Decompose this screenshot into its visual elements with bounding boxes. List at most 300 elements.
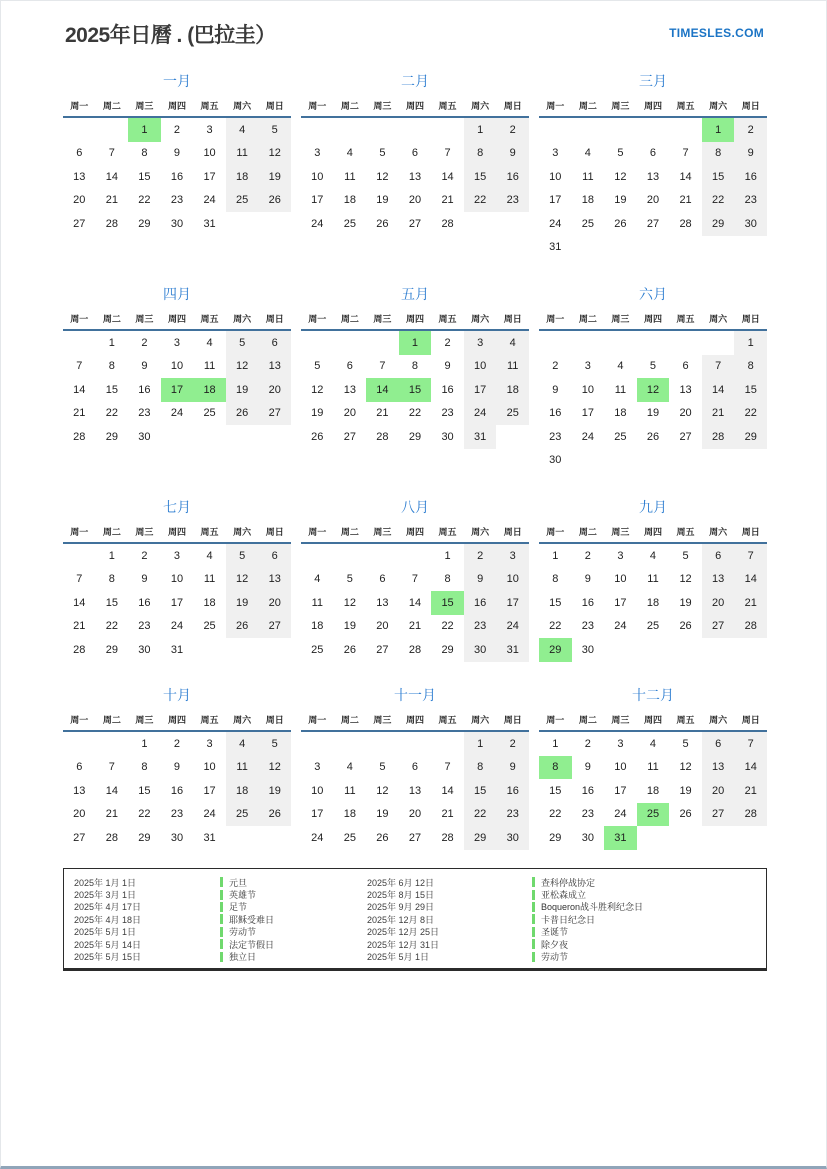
day-cell: 15 <box>105 383 118 396</box>
day-cell: 31 <box>549 241 562 254</box>
day-cell: 25 <box>496 402 529 426</box>
empty-day-cell <box>63 118 96 142</box>
day-cell: 19 <box>646 407 660 420</box>
day-cell: 1 <box>128 118 161 142</box>
day-cell: 11 <box>496 355 529 379</box>
holiday-entry <box>532 900 643 913</box>
day-cell: 16 <box>464 591 497 615</box>
day-cell: 10 <box>464 355 497 379</box>
day-cell: 15 <box>431 591 464 615</box>
day-cell: 5 <box>226 331 259 355</box>
empty-day-cell <box>301 118 334 142</box>
holiday-marker <box>220 914 223 924</box>
day-cell: 29 <box>408 430 422 443</box>
day-cell: 14 <box>408 596 422 609</box>
day-cell: 14 <box>366 378 399 402</box>
legend-row <box>367 876 760 888</box>
holiday-entry <box>220 913 274 926</box>
day-cell: 3 <box>496 544 529 568</box>
day-cell: 30 <box>581 831 594 844</box>
day-cell: 7 <box>76 360 83 373</box>
weekday-label: 周六 <box>233 101 252 111</box>
holiday-date: 2025年 12月 25日 <box>367 927 440 938</box>
day-cell: 29 <box>549 831 562 844</box>
day-cell: 2 <box>141 336 148 349</box>
holiday-date: 2025年 5月 1日 <box>367 952 430 963</box>
day-cell: 14 <box>441 170 454 183</box>
weekday-label: 周日 <box>265 715 284 725</box>
weekday-label: 周六 <box>471 715 490 725</box>
legend-row <box>367 913 760 925</box>
day-cell: 12 <box>258 756 291 780</box>
day-cell: 28 <box>105 217 118 230</box>
day-cell: 1 <box>734 331 767 355</box>
day-cell: 13 <box>376 596 389 609</box>
day-cell: 26 <box>258 189 291 213</box>
holiday-name: Boqueron战斗胜利纪念日 <box>541 902 644 913</box>
weekday-label: 周五 <box>200 314 219 324</box>
month-title: 十二月 <box>632 687 674 703</box>
weekday-label: 周一 <box>308 101 327 111</box>
day-cell: 20 <box>73 808 86 821</box>
empty-day-cell <box>334 118 367 142</box>
day-cell: 15 <box>549 784 562 797</box>
weekday-label: 周二 <box>578 101 597 111</box>
day-cell: 14 <box>734 568 767 592</box>
day-cell: 28 <box>408 643 422 656</box>
day-cell: 18 <box>614 407 627 420</box>
day-cell: 6 <box>258 331 291 355</box>
day-cell: 19 <box>226 378 259 402</box>
day-cell: 11 <box>582 170 594 183</box>
day-cell: 19 <box>614 194 627 207</box>
day-cell: 4 <box>346 761 353 774</box>
month-3 <box>539 71 767 284</box>
day-cell: 22 <box>138 194 151 207</box>
weekday-label: 周日 <box>741 101 760 111</box>
holiday-date: 2025年 12月 31日 <box>367 939 440 950</box>
day-cell: 18 <box>226 779 259 803</box>
day-cell: 3 <box>464 331 497 355</box>
page-title: 2025年日曆 . (巴拉圭） <box>65 24 276 47</box>
weekday-label: 周五 <box>200 101 219 111</box>
weekday-header-row <box>539 100 767 118</box>
day-cell: 31 <box>464 425 497 449</box>
day-cell: 10 <box>311 784 324 797</box>
day-cell: 1 <box>552 549 559 562</box>
day-cell: 13 <box>679 383 692 396</box>
day-cell: 8 <box>141 147 148 160</box>
day-cell: 21 <box>376 407 389 420</box>
day-cell: 30 <box>138 430 151 443</box>
day-cell: 8 <box>464 756 497 780</box>
weekday-label: 周六 <box>471 527 490 537</box>
month-4 <box>63 284 291 497</box>
day-cell: 12 <box>637 378 670 402</box>
empty-day-cell <box>572 118 605 142</box>
empty-day-cell <box>431 118 464 142</box>
weekday-label: 周日 <box>265 527 284 537</box>
day-cell: 28 <box>441 831 454 844</box>
day-cell: 2 <box>444 336 451 349</box>
month-title: 三月 <box>639 73 667 89</box>
holiday-entry <box>220 900 247 913</box>
weekday-header-row <box>301 526 529 544</box>
day-cell: 5 <box>682 737 689 750</box>
day-cell: 5 <box>379 147 386 160</box>
day-cell: 8 <box>108 360 115 373</box>
day-cell: 25 <box>343 217 356 230</box>
month-title: 十月 <box>163 687 191 703</box>
day-cell: 24 <box>581 430 594 443</box>
day-cell: 16 <box>138 596 151 609</box>
day-cell: 1 <box>552 737 559 750</box>
day-cell: 10 <box>496 568 529 592</box>
day-cell: 5 <box>314 360 321 373</box>
holiday-date: 2025年 6月 12日 <box>367 877 435 888</box>
holiday-marker <box>220 890 223 900</box>
day-cell: 1 <box>141 737 148 750</box>
month-days <box>539 331 767 472</box>
weekday-label: 周二 <box>340 715 359 725</box>
day-cell: 17 <box>311 194 324 207</box>
weekday-label: 周一 <box>70 715 89 725</box>
day-cell: 30 <box>581 643 594 656</box>
day-cell: 15 <box>105 596 118 609</box>
day-cell: 14 <box>105 784 118 797</box>
day-cell: 24 <box>549 217 562 230</box>
holiday-date: 2025年 5月 14日 <box>74 939 142 950</box>
day-cell: 16 <box>496 165 529 189</box>
legend-row <box>74 938 367 950</box>
legend-row <box>367 926 760 938</box>
day-cell: 28 <box>734 615 767 639</box>
day-cell: 28 <box>441 217 454 230</box>
month-1 <box>63 71 291 284</box>
day-cell: 20 <box>702 591 735 615</box>
day-cell: 26 <box>679 808 692 821</box>
day-cell: 25 <box>226 803 259 827</box>
day-cell: 8 <box>141 761 148 774</box>
weekday-label: 周六 <box>709 101 728 111</box>
weekday-label: 周二 <box>102 715 121 725</box>
day-cell: 21 <box>441 808 454 821</box>
legend-row <box>74 913 367 925</box>
day-cell: 17 <box>496 591 529 615</box>
holiday-name: 独立日 <box>229 952 257 963</box>
day-cell: 20 <box>343 407 356 420</box>
weekday-label: 周六 <box>471 314 490 324</box>
empty-day-cell <box>669 118 702 142</box>
day-cell: 25 <box>203 620 216 633</box>
holiday-entry <box>532 925 568 938</box>
day-cell: 1 <box>399 331 432 355</box>
holiday-marker <box>220 927 223 937</box>
day-cell: 17 <box>311 808 324 821</box>
day-cell: 10 <box>549 170 562 183</box>
day-cell: 13 <box>408 784 422 797</box>
day-cell: 21 <box>73 620 86 633</box>
day-cell: 20 <box>702 779 735 803</box>
weekday-label: 周二 <box>340 314 359 324</box>
day-cell: 19 <box>679 784 692 797</box>
empty-day-cell <box>301 732 334 756</box>
holiday-marker <box>220 902 223 912</box>
holiday-entry <box>220 888 256 901</box>
day-cell: 12 <box>679 761 692 774</box>
day-cell: 13 <box>408 170 422 183</box>
weekday-header-row <box>63 714 291 732</box>
weekday-label: 周一 <box>546 101 565 111</box>
day-cell: 17 <box>203 170 216 183</box>
day-cell: 24 <box>170 407 184 420</box>
day-cell: 23 <box>441 407 454 420</box>
day-cell: 20 <box>258 591 291 615</box>
weekday-label: 周四 <box>643 715 662 725</box>
day-cell: 7 <box>444 147 451 160</box>
day-cell: 3 <box>314 147 321 160</box>
day-cell: 21 <box>408 620 422 633</box>
legend-row <box>367 901 760 913</box>
month-title: 六月 <box>639 286 667 302</box>
month-title: 一月 <box>163 73 191 89</box>
day-cell: 4 <box>226 118 259 142</box>
months-grid <box>63 71 767 850</box>
empty-day-cell <box>539 331 572 355</box>
day-cell: 12 <box>614 170 627 183</box>
day-cell: 29 <box>734 425 767 449</box>
month-title: 十一月 <box>394 687 436 703</box>
weekday-label: 周日 <box>265 314 284 324</box>
day-cell: 8 <box>411 360 419 373</box>
day-cell: 26 <box>343 643 356 656</box>
day-cell: 12 <box>311 383 324 396</box>
month-days <box>539 732 767 850</box>
day-cell: 16 <box>170 784 184 797</box>
day-cell: 31 <box>203 217 216 230</box>
weekday-label: 周四 <box>167 715 186 725</box>
month-days <box>63 732 291 850</box>
day-cell: 26 <box>311 430 324 443</box>
empty-day-cell <box>301 331 334 355</box>
day-cell: 6 <box>76 761 83 774</box>
day-cell: 14 <box>73 383 86 396</box>
day-cell: 6 <box>702 544 735 568</box>
legend-row <box>74 901 367 913</box>
holiday-name: 耶稣受难日 <box>229 914 275 925</box>
holiday-date: 2025年 9月 29日 <box>367 902 435 913</box>
day-cell: 2 <box>173 123 181 136</box>
day-cell: 24 <box>311 831 324 844</box>
day-cell: 18 <box>646 596 660 609</box>
day-cell: 12 <box>679 573 692 586</box>
day-cell: 11 <box>203 573 216 586</box>
holiday-entry <box>220 950 256 963</box>
day-cell: 20 <box>258 378 291 402</box>
weekday-label: 周四 <box>405 314 424 324</box>
day-cell: 25 <box>637 803 670 827</box>
day-cell: 27 <box>343 430 356 443</box>
day-cell: 7 <box>108 761 115 774</box>
day-cell: 13 <box>73 170 86 183</box>
day-cell: 12 <box>226 568 259 592</box>
day-cell: 2 <box>584 549 591 562</box>
day-cell: 13 <box>343 383 356 396</box>
weekday-label: 周三 <box>611 527 630 537</box>
day-cell: 11 <box>344 784 356 797</box>
day-cell: 25 <box>203 407 216 420</box>
empty-day-cell <box>334 331 367 355</box>
empty-day-cell <box>399 544 432 568</box>
weekday-label: 周一 <box>308 527 327 537</box>
legend-row <box>74 876 367 888</box>
day-cell: 17 <box>581 407 594 420</box>
weekday-label: 周三 <box>373 527 392 537</box>
day-cell: 3 <box>314 761 321 774</box>
day-cell: 13 <box>73 784 86 797</box>
weekday-label: 周四 <box>405 527 424 537</box>
day-cell: 4 <box>584 147 591 160</box>
legend-row <box>367 950 760 962</box>
day-cell: 16 <box>549 407 562 420</box>
empty-day-cell <box>334 732 367 756</box>
empty-day-cell <box>366 544 399 568</box>
day-cell: 10 <box>203 761 216 774</box>
month-7 <box>63 497 291 685</box>
day-cell: 19 <box>679 596 692 609</box>
day-cell: 27 <box>258 615 291 639</box>
month-6 <box>539 284 767 497</box>
weekday-label: 周二 <box>578 527 597 537</box>
day-cell: 21 <box>734 779 767 803</box>
day-cell: 3 <box>206 737 213 750</box>
month-days <box>301 118 529 236</box>
day-cell: 15 <box>399 378 432 402</box>
day-cell: 26 <box>376 831 389 844</box>
day-cell: 6 <box>411 761 419 774</box>
day-cell: 22 <box>734 402 767 426</box>
holiday-entry <box>532 913 595 926</box>
weekday-label: 周五 <box>438 715 457 725</box>
weekday-label: 周六 <box>233 314 252 324</box>
day-cell: 10 <box>614 761 627 774</box>
day-cell: 13 <box>646 170 660 183</box>
weekday-label: 周三 <box>135 527 154 537</box>
day-cell: 18 <box>203 596 216 609</box>
day-cell: 8 <box>552 573 559 586</box>
month-5 <box>301 284 529 497</box>
site-link[interactable]: TIMESLES.COM <box>669 26 764 40</box>
month-11 <box>301 685 529 850</box>
day-cell: 18 <box>343 194 356 207</box>
weekday-label: 周五 <box>676 314 695 324</box>
day-cell: 28 <box>702 425 735 449</box>
month-days <box>63 118 291 236</box>
holiday-name: 劳动节 <box>229 927 257 938</box>
empty-day-cell <box>366 732 399 756</box>
day-cell: 16 <box>734 165 767 189</box>
day-cell: 17 <box>614 596 627 609</box>
weekday-header-row <box>63 100 291 118</box>
day-cell: 24 <box>311 217 324 230</box>
weekday-label: 周日 <box>503 715 522 725</box>
day-cell: 4 <box>206 549 213 562</box>
day-cell: 25 <box>343 831 356 844</box>
legend-row <box>74 926 367 938</box>
legend-column-left <box>74 876 367 961</box>
legend-row <box>367 888 760 900</box>
day-cell: 1 <box>464 732 497 756</box>
month-days <box>63 331 291 449</box>
day-cell: 26 <box>226 402 259 426</box>
day-cell: 17 <box>203 784 216 797</box>
day-cell: 16 <box>441 383 454 396</box>
holiday-marker <box>532 952 535 962</box>
holiday-name: 除夕夜 <box>541 939 569 950</box>
day-cell: 24 <box>614 808 627 821</box>
day-cell: 5 <box>617 147 624 160</box>
day-cell: 22 <box>464 189 497 213</box>
day-cell: 28 <box>73 643 86 656</box>
day-cell: 23 <box>581 808 594 821</box>
day-cell: 15 <box>702 165 735 189</box>
day-cell: 2 <box>552 360 559 373</box>
day-cell: 21 <box>679 194 692 207</box>
empty-day-cell <box>96 732 129 756</box>
holiday-name: 法定节假日 <box>229 939 275 950</box>
holiday-marker <box>532 927 535 937</box>
weekday-label: 周日 <box>503 101 522 111</box>
weekday-label: 周二 <box>578 314 597 324</box>
weekday-header-row <box>539 526 767 544</box>
day-cell: 5 <box>258 118 291 142</box>
day-cell: 4 <box>314 573 321 586</box>
day-cell: 14 <box>441 784 454 797</box>
holiday-entry <box>220 925 256 938</box>
day-cell: 1 <box>108 336 115 349</box>
weekday-label: 周四 <box>405 101 424 111</box>
day-cell: 28 <box>105 831 118 844</box>
holiday-date: 2025年 8月 15日 <box>367 890 435 901</box>
weekday-label: 周二 <box>578 715 597 725</box>
month-8 <box>301 497 529 685</box>
empty-day-cell <box>702 331 735 355</box>
day-cell: 21 <box>105 808 118 821</box>
holiday-entry <box>532 950 568 963</box>
day-cell: 6 <box>702 732 735 756</box>
day-cell: 23 <box>496 189 529 213</box>
day-cell: 8 <box>444 573 451 586</box>
day-cell: 15 <box>138 784 151 797</box>
holiday-date: 2025年 4月 17日 <box>74 902 142 913</box>
day-cell: 24 <box>496 615 529 639</box>
day-cell: 23 <box>138 620 151 633</box>
day-cell: 9 <box>141 573 148 586</box>
day-cell: 16 <box>496 779 529 803</box>
weekday-header-row <box>539 714 767 732</box>
weekday-header-row <box>301 100 529 118</box>
day-cell: 26 <box>646 430 660 443</box>
day-cell: 21 <box>702 402 735 426</box>
day-cell: 14 <box>73 596 86 609</box>
weekday-label: 周一 <box>70 314 89 324</box>
day-cell: 20 <box>408 808 422 821</box>
month-days <box>63 544 291 662</box>
holiday-marker <box>220 877 223 887</box>
day-cell: 5 <box>258 732 291 756</box>
day-cell: 23 <box>549 430 562 443</box>
weekday-label: 周二 <box>340 101 359 111</box>
